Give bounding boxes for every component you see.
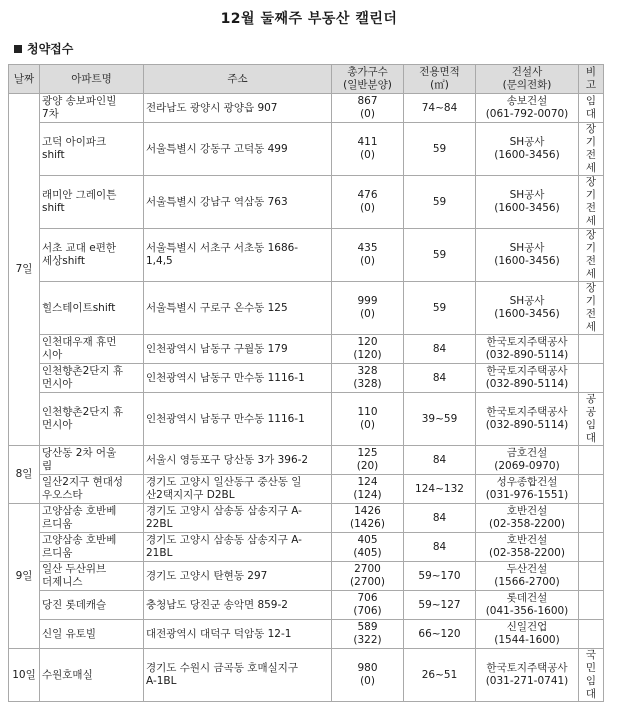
area-cell: 74~84 <box>404 94 476 123</box>
note-cell <box>579 620 604 649</box>
address-cell: 인천광역시 남동구 만수동 1116-1 <box>144 364 332 393</box>
note-cell: 국민 임대 <box>579 649 604 702</box>
table-row <box>9 229 604 282</box>
table-row <box>9 533 604 562</box>
header-row <box>9 65 604 94</box>
area-cell: 59~127 <box>404 591 476 620</box>
units-cell: 1426 (1426) <box>332 504 404 533</box>
address-cell: 대전광역시 대덕구 덕암동 12-1 <box>144 620 332 649</box>
note-cell: 장기 전세 <box>579 176 604 229</box>
address-cell: 서울특별시 구로구 온수동 125 <box>144 282 332 335</box>
address-cell: 충청남도 당진군 송악면 859-2 <box>144 591 332 620</box>
builder-cell: SH공사 (1600-3456) <box>476 123 579 176</box>
units-cell: 405 (405) <box>332 533 404 562</box>
address-cell: 서울특별시 강동구 고덕동 499 <box>144 123 332 176</box>
note-cell <box>579 562 604 591</box>
units-cell: 706 (706) <box>332 591 404 620</box>
header-address: 주소 <box>144 65 332 94</box>
note-cell <box>579 446 604 475</box>
table-row <box>9 475 604 504</box>
area-cell: 59~170 <box>404 562 476 591</box>
builder-cell: 호반건설 (02-358-2200) <box>476 533 579 562</box>
section-label: 청약접수 <box>27 42 74 56</box>
table-row <box>9 123 604 176</box>
note-cell <box>579 591 604 620</box>
apartment-cell: 인천향촌2단지 휴 먼시아 <box>40 364 144 393</box>
note-cell: 장기 전세 <box>579 123 604 176</box>
units-cell: 328 (328) <box>332 364 404 393</box>
builder-cell: 두산건설 (1566-2700) <box>476 562 579 591</box>
table-row <box>9 335 604 364</box>
table-row <box>9 364 604 393</box>
header-date: 날짜 <box>9 65 40 94</box>
table-row <box>9 446 604 475</box>
apartment-cell: 신일 유토빌 <box>40 620 144 649</box>
area-cell: 84 <box>404 533 476 562</box>
address-cell: 서울시 영등포구 당산동 3가 396-2 <box>144 446 332 475</box>
area-cell: 84 <box>404 446 476 475</box>
units-cell: 120 (120) <box>332 335 404 364</box>
header-units: 총가구수 (일반분양) <box>332 65 404 94</box>
address-cell: 경기도 수원시 금곡동 호매실지구 A-1BL <box>144 649 332 702</box>
apartment-cell: 힐스테이트shift <box>40 282 144 335</box>
apartment-cell: 인천대우재 휴먼 시아 <box>40 335 144 364</box>
builder-cell: 금호건설 (2069-0970) <box>476 446 579 475</box>
address-cell: 인천광역시 남동구 구월동 179 <box>144 335 332 364</box>
date-cell: 8일 <box>9 446 40 504</box>
apartment-cell: 래미안 그레이튼 shift <box>40 176 144 229</box>
header-note: 비고 <box>579 65 604 94</box>
units-cell: 867 (0) <box>332 94 404 123</box>
units-cell: 2700 (2700) <box>332 562 404 591</box>
apartment-cell: 고양삼송 호반베 르디움 <box>40 504 144 533</box>
builder-cell: 성우종합건설 (031-976-1551) <box>476 475 579 504</box>
address-cell: 경기도 고양시 삼송동 삼송지구 A- 22BL <box>144 504 332 533</box>
area-cell: 59 <box>404 123 476 176</box>
units-cell: 435 (0) <box>332 229 404 282</box>
date-cell: 7일 <box>9 94 40 446</box>
square-bullet-icon <box>14 45 22 53</box>
apartment-cell: 수원호매실 <box>40 649 144 702</box>
area-cell: 84 <box>404 364 476 393</box>
subscription-table <box>8 64 604 702</box>
table-body <box>9 94 604 702</box>
apartment-cell: 고양삼송 호반베 르디움 <box>40 533 144 562</box>
apartment-cell: 일산 두산위브 더제니스 <box>40 562 144 591</box>
table-row <box>9 282 604 335</box>
area-cell: 84 <box>404 335 476 364</box>
apartment-cell: 광양 송보파인빌 7차 <box>40 94 144 123</box>
address-cell: 경기도 고양시 일산동구 중산동 일 산2택지지구 D2BL <box>144 475 332 504</box>
page-title: 12월 둘째주 부동산 캘린더 <box>220 11 398 27</box>
note-cell <box>579 504 604 533</box>
builder-cell: 한국토지주택공사 (031-271-0741) <box>476 649 579 702</box>
note-cell <box>579 335 604 364</box>
builder-cell: SH공사 (1600-3456) <box>476 282 579 335</box>
section-heading <box>14 40 73 57</box>
area-cell: 66~120 <box>404 620 476 649</box>
builder-cell: 호반건설 (02-358-2200) <box>476 504 579 533</box>
table-row <box>9 620 604 649</box>
area-cell: 59 <box>404 229 476 282</box>
table-row <box>9 94 604 123</box>
note-cell: 임대 <box>579 94 604 123</box>
date-cell: 9일 <box>9 504 40 649</box>
table-row <box>9 591 604 620</box>
builder-cell: SH공사 (1600-3456) <box>476 176 579 229</box>
units-cell: 980 (0) <box>332 649 404 702</box>
builder-cell: 한국토지주택공사 (032-890-5114) <box>476 393 579 446</box>
units-cell: 124 (124) <box>332 475 404 504</box>
address-cell: 경기도 고양시 삼송동 삼송지구 A- 21BL <box>144 533 332 562</box>
builder-cell: 송보건설 (061-792-0070) <box>476 94 579 123</box>
area-cell: 124~132 <box>404 475 476 504</box>
table-row <box>9 562 604 591</box>
units-cell: 476 (0) <box>332 176 404 229</box>
builder-cell: SH공사 (1600-3456) <box>476 229 579 282</box>
units-cell: 110 (0) <box>332 393 404 446</box>
builder-cell: 한국토지주택공사 (032-890-5114) <box>476 335 579 364</box>
table-row <box>9 649 604 702</box>
units-cell: 411 (0) <box>332 123 404 176</box>
area-cell: 59 <box>404 176 476 229</box>
units-cell: 125 (20) <box>332 446 404 475</box>
address-cell: 인천광역시 남동구 만수동 1116-1 <box>144 393 332 446</box>
area-cell: 59 <box>404 282 476 335</box>
header-area: 전용면적 (㎡) <box>404 65 476 94</box>
note-cell <box>579 475 604 504</box>
table-row <box>9 176 604 229</box>
apartment-cell: 고덕 아이파크 shift <box>40 123 144 176</box>
note-cell: 장기 전세 <box>579 229 604 282</box>
table-row <box>9 393 604 446</box>
apartment-cell: 일산2지구 현대성 우오스타 <box>40 475 144 504</box>
area-cell: 39~59 <box>404 393 476 446</box>
date-cell: 10일 <box>9 649 40 702</box>
builder-cell: 한국토지주택공사 (032-890-5114) <box>476 364 579 393</box>
address-cell: 전라남도 광양시 광양읍 907 <box>144 94 332 123</box>
address-cell: 서울특별시 서초구 서초동 1686- 1,4,5 <box>144 229 332 282</box>
note-cell: 공공 임대 <box>579 393 604 446</box>
note-cell: 장기 전세 <box>579 282 604 335</box>
area-cell: 84 <box>404 504 476 533</box>
apartment-cell: 인천향촌2단지 휴 먼시아 <box>40 393 144 446</box>
note-cell <box>579 533 604 562</box>
builder-cell: 신일건업 (1544-1600) <box>476 620 579 649</box>
units-cell: 999 (0) <box>332 282 404 335</box>
area-cell: 26~51 <box>404 649 476 702</box>
builder-cell: 롯데건설 (041-356-1600) <box>476 591 579 620</box>
header-builder: 건설사 (문의전화) <box>476 65 579 94</box>
note-cell <box>579 364 604 393</box>
address-cell: 경기도 고양시 탄현동 297 <box>144 562 332 591</box>
address-cell: 서울특별시 강남구 역삼동 763 <box>144 176 332 229</box>
units-cell: 589 (322) <box>332 620 404 649</box>
apartment-cell: 서초 교대 e편한 세상shift <box>40 229 144 282</box>
header-apartment: 아파트명 <box>40 65 144 94</box>
apartment-cell: 당진 롯데캐슬 <box>40 591 144 620</box>
table-row <box>9 504 604 533</box>
apartment-cell: 당산동 2차 어울 림 <box>40 446 144 475</box>
